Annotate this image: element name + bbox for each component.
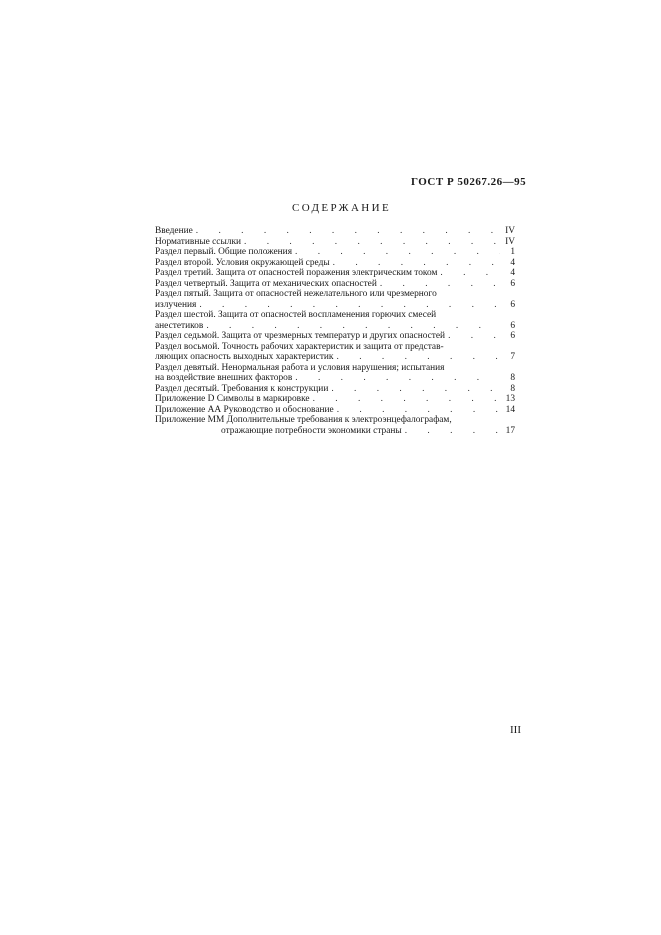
dot-leader	[199, 300, 500, 311]
dot-leader	[440, 268, 500, 279]
toc-entry-label: Раздел первый. Общие положения	[155, 247, 293, 257]
dot-leader	[295, 373, 500, 384]
dot-leader	[333, 258, 500, 269]
toc-entry	[155, 394, 515, 405]
dot-leader	[196, 226, 500, 237]
dot-leader	[337, 405, 500, 416]
toc-entry-row	[155, 300, 515, 311]
dot-leader	[337, 352, 501, 363]
toc-entry-label: анестетиков	[155, 320, 204, 331]
toc-entry-label: излучения	[155, 299, 197, 310]
toc-entry	[155, 279, 515, 290]
toc-entry	[155, 415, 515, 436]
toc-entry-label: Нормативные ссылки	[155, 236, 242, 247]
toc-entry-row	[155, 226, 515, 237]
toc-entry-label: Раздел второй. Условия окружающей среды	[155, 257, 330, 268]
toc-entry-row	[155, 268, 515, 279]
dot-leader	[295, 247, 500, 258]
dot-leader	[206, 321, 500, 332]
toc-entry-page: 6	[510, 331, 515, 341]
toc-entry-line: Раздел девятый. Ненормальная работа и условия нарушения; испытания	[155, 362, 445, 373]
toc-title: СОДЕРЖАНИЕ	[292, 202, 392, 214]
toc-entry	[155, 237, 515, 248]
table-of-contents	[155, 226, 515, 436]
toc-entry-page: IV	[505, 236, 515, 247]
toc-entry-label: ляющих опасность выходных характеристик	[155, 352, 334, 362]
toc-entry-page: 14	[505, 404, 515, 415]
toc-entry-page: 8	[510, 383, 515, 394]
dot-leader	[313, 394, 500, 405]
toc-entry-row	[155, 405, 515, 416]
toc-entry-label: на воздействие внешних факторов	[155, 373, 293, 383]
toc-entry-line: Раздел шестой. Защита от опасностей воспламенения горючих смесей	[155, 310, 437, 320]
toc-entry	[155, 310, 515, 331]
toc-entry-label: Раздел четвертый. Защита от механических опасностей	[155, 278, 377, 289]
toc-entry	[155, 258, 515, 269]
toc-entry-label: Раздел седьмой. Защита от чрезмерных температур и других опасностей	[155, 331, 446, 341]
toc-entry-line: Раздел пятый. Защита от опасностей нежелательного или чрезмерного	[155, 289, 437, 299]
toc-entry-label: отражающие потребности экономики страны	[221, 425, 402, 436]
toc-entry-page: 13	[505, 394, 515, 404]
toc-entry-row	[155, 258, 515, 269]
toc-entry-line: Раздел восьмой. Точность рабочих характеристик и защита от представ-	[155, 341, 444, 352]
toc-entry	[155, 363, 515, 384]
toc-entry-row	[155, 321, 515, 332]
toc-entry-page: 8	[510, 373, 515, 383]
toc-entry	[155, 405, 515, 416]
toc-entry-page: 4	[510, 257, 515, 268]
toc-entry-page: IV	[505, 226, 515, 236]
toc-entry-row	[155, 394, 515, 405]
page-number: III	[510, 724, 521, 736]
toc-entry-row	[155, 373, 515, 384]
toc-entry-label: Раздел третий. Защита от опасностей поражения электрическим током	[155, 268, 438, 278]
toc-entry	[155, 342, 515, 363]
toc-entry	[155, 247, 515, 258]
toc-entry	[155, 289, 515, 310]
toc-entry-row	[155, 247, 515, 258]
dot-leader	[405, 426, 500, 437]
toc-entry-page: 6	[510, 320, 515, 331]
toc-entry-page: 6	[510, 278, 515, 289]
toc-entry	[155, 331, 515, 342]
toc-entry-row	[155, 384, 515, 395]
toc-entry	[155, 226, 515, 237]
dot-leader	[380, 279, 500, 290]
toc-entry-page: 4	[510, 268, 515, 278]
toc-entry-row	[155, 331, 515, 342]
toc-entry-page: 1	[510, 247, 515, 257]
toc-entry-row	[155, 279, 515, 290]
toc-entry-label: Раздел десятый. Требования к конструкции	[155, 383, 329, 394]
document-code: ГОСТ Р 50267.26—95	[411, 176, 527, 188]
toc-entry-label: Приложение АА Руководство и обоснование	[155, 404, 334, 415]
toc-entry-line: Приложение ММ Дополнительные требования к электроэнцефалографам,	[155, 415, 452, 425]
toc-entry	[155, 384, 515, 395]
toc-entry-row	[155, 426, 515, 437]
toc-entry-row	[155, 237, 515, 248]
toc-entry-page: 17	[505, 425, 515, 436]
toc-entry-label: Приложение D Символы в маркировке	[155, 394, 310, 404]
toc-entry-row	[155, 352, 515, 363]
toc-entry-page: 7	[510, 352, 515, 362]
toc-entry	[155, 268, 515, 279]
dot-leader	[331, 384, 500, 395]
dot-leader	[244, 237, 500, 248]
toc-entry-label: Введение	[155, 226, 193, 236]
dot-leader	[448, 331, 500, 342]
toc-entry-page: 6	[510, 299, 515, 310]
